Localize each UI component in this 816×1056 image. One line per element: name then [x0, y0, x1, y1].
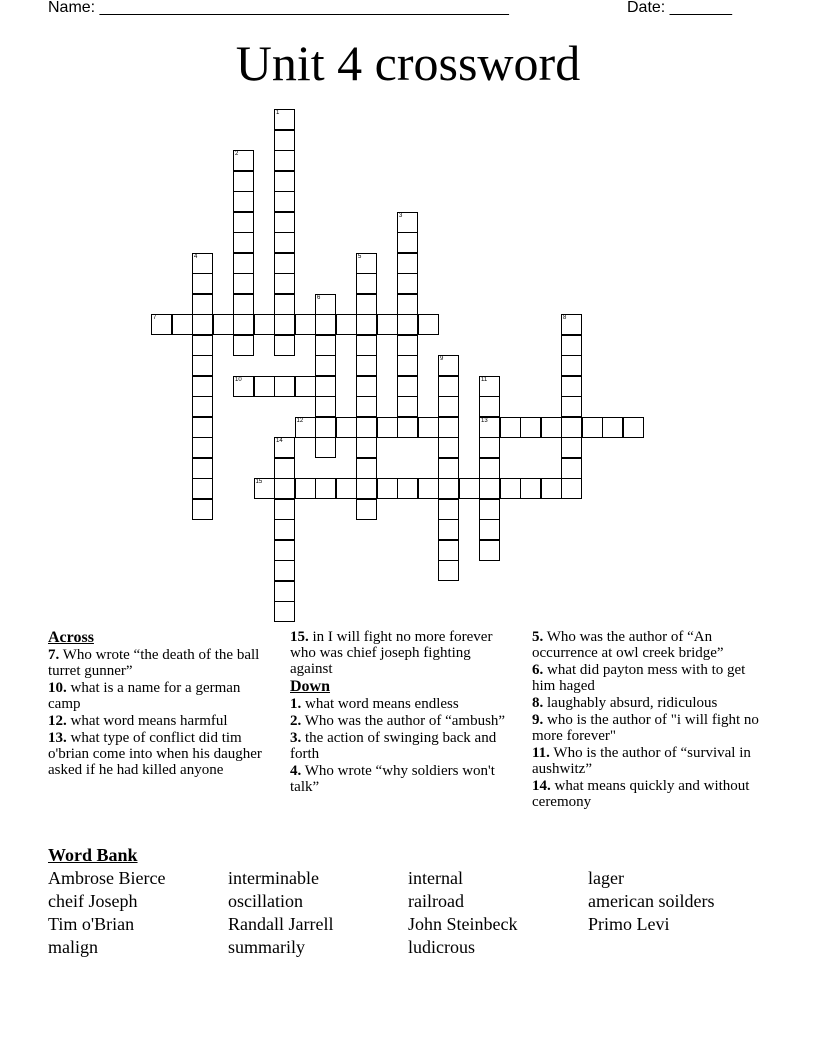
cell-number: 13	[481, 417, 488, 424]
crossword-cell[interactable]	[274, 478, 295, 499]
crossword-cell[interactable]	[233, 212, 254, 233]
crossword-cell[interactable]	[438, 540, 459, 561]
crossword-cell[interactable]	[315, 355, 336, 376]
crossword-cell[interactable]	[213, 314, 234, 335]
crossword-cell[interactable]	[274, 560, 295, 581]
crossword-cell[interactable]	[377, 314, 398, 335]
crossword-cell[interactable]	[397, 376, 418, 397]
word-bank-item: John Steinbeck	[408, 914, 518, 934]
word-bank-item: Tim o'Brian	[48, 914, 135, 934]
crossword-cell[interactable]	[274, 335, 295, 356]
word-bank-item: lager	[588, 868, 624, 888]
crossword-cell[interactable]	[233, 253, 254, 274]
crossword-cell[interactable]	[397, 335, 418, 356]
crossword-cell[interactable]	[315, 294, 336, 315]
crossword-cell[interactable]	[315, 437, 336, 458]
crossword-cell[interactable]	[397, 294, 418, 315]
crossword-cell[interactable]	[315, 396, 336, 417]
clue-text: what word means endless	[301, 696, 459, 712]
crossword-cell[interactable]	[315, 417, 336, 438]
clue-text: Who wrote “why soldiers won't talk”	[290, 763, 495, 795]
clue-number: 3.	[290, 730, 302, 746]
crossword-cell[interactable]	[274, 273, 295, 294]
crossword-cell[interactable]	[192, 458, 213, 479]
clue-number: 7.	[48, 647, 60, 663]
crossword-cell[interactable]	[438, 376, 459, 397]
crossword-cell[interactable]	[418, 478, 439, 499]
word-bank-item: summarily	[228, 937, 305, 957]
crossword-cell[interactable]	[192, 376, 213, 397]
crossword-cell[interactable]	[233, 232, 254, 253]
clue-text: what is a name for a german camp	[48, 680, 241, 712]
cell-number: 8	[563, 315, 567, 321]
crossword-cell[interactable]	[274, 191, 295, 212]
clue-text: Who was the author of “ambush”	[301, 713, 506, 729]
crossword-cell[interactable]	[479, 396, 500, 417]
crossword-cell[interactable]	[192, 273, 213, 294]
crossword-cell[interactable]	[582, 417, 603, 438]
cell-number: 7	[153, 315, 157, 321]
word-bank-item: railroad	[408, 891, 464, 911]
crossword-cell[interactable]	[315, 335, 336, 356]
clue-across-7	[48, 647, 273, 679]
clue-text: the action of swinging back and forth	[290, 730, 497, 762]
crossword-cell[interactable]	[479, 499, 500, 520]
cell-number: 10	[235, 376, 242, 383]
crossword-cell[interactable]	[356, 437, 377, 458]
crossword-cell[interactable]	[561, 355, 582, 376]
word-bank-item: Primo Levi	[588, 914, 670, 934]
crossword-cell[interactable]	[356, 355, 377, 376]
crossword-cell[interactable]	[356, 314, 377, 335]
clue-column-1	[48, 629, 273, 779]
clue-text: what type of conflict did tim o'brian come into when his daugher asked if he had killed anyone	[48, 730, 262, 778]
crossword-cell[interactable]	[315, 478, 336, 499]
crossword-cell[interactable]	[520, 417, 541, 438]
crossword-cell[interactable]	[397, 212, 418, 233]
crossword-cell[interactable]	[274, 499, 295, 520]
crossword-cell[interactable]	[274, 376, 295, 397]
clue-down-11	[532, 745, 767, 777]
crossword-cell[interactable]	[541, 478, 562, 499]
crossword-cell[interactable]	[192, 294, 213, 315]
crossword-cell[interactable]	[479, 376, 500, 397]
clue-text: Who is the author of “survival in aushwitz”	[532, 745, 751, 777]
crossword-cell[interactable]	[233, 171, 254, 192]
clue-text: what word means harmful	[66, 713, 228, 729]
crossword-cell[interactable]	[479, 478, 500, 499]
clue-down-5	[532, 629, 767, 661]
clue-down-3	[290, 730, 515, 762]
crossword-cell[interactable]	[192, 499, 213, 520]
crossword-cell[interactable]	[274, 212, 295, 233]
crossword-cell[interactable]	[233, 314, 254, 335]
cell-number: 6	[317, 294, 321, 301]
clue-across-15	[290, 629, 515, 677]
crossword-cell[interactable]	[397, 417, 418, 438]
clue-number: 8.	[532, 695, 544, 711]
crossword-cell[interactable]	[438, 478, 459, 499]
clue-number: 4.	[290, 763, 302, 779]
crossword-cell[interactable]	[295, 376, 316, 397]
cell-number: 14	[276, 438, 283, 444]
crossword-cell[interactable]	[315, 314, 336, 335]
crossword-cell[interactable]	[254, 376, 275, 397]
crossword-cell[interactable]	[479, 417, 500, 438]
clue-number: 13.	[48, 730, 67, 746]
clue-number: 11.	[532, 745, 550, 761]
crossword-cell[interactable]	[233, 335, 254, 356]
crossword-cell[interactable]	[233, 191, 254, 212]
word-bank-item: ludicrous	[408, 937, 475, 957]
word-bank-item: Randall Jarrell	[228, 914, 334, 934]
crossword-cell[interactable]	[561, 335, 582, 356]
clue-number: 10.	[48, 680, 67, 696]
crossword-cell[interactable]	[377, 417, 398, 438]
cell-number: 5	[358, 253, 362, 260]
clue-number: 15.	[290, 629, 309, 645]
page-title: Unit 4 crossword	[235, 35, 581, 91]
crossword-cell[interactable]	[438, 417, 459, 438]
word-bank-item: internal	[408, 868, 463, 888]
crossword-cell[interactable]	[438, 355, 459, 376]
crossword-cell[interactable]	[438, 396, 459, 417]
clue-number: 5.	[532, 629, 544, 645]
crossword-cell[interactable]	[397, 355, 418, 376]
crossword-cell[interactable]	[274, 437, 295, 458]
clue-down-9	[532, 712, 767, 744]
word-bank-item: american soilders	[588, 891, 715, 911]
down-heading: Down	[290, 678, 331, 695]
clue-number: 12.	[48, 713, 67, 729]
cell-number: 12	[296, 417, 304, 424]
name-field[interactable]: Name: ______________________________________________	[48, 0, 509, 16]
clue-column-3	[532, 629, 767, 811]
crossword-cell[interactable]	[274, 232, 295, 253]
crossword-cell[interactable]	[397, 478, 418, 499]
crossword-cell[interactable]	[397, 314, 418, 335]
crossword-cell[interactable]	[274, 314, 295, 335]
crossword-cell[interactable]	[274, 540, 295, 561]
word-bank-title: Word Bank	[48, 845, 138, 865]
date-field[interactable]: Date: _______	[627, 0, 732, 16]
crossword-cell[interactable]	[295, 417, 316, 438]
crossword-cell[interactable]	[336, 478, 357, 499]
crossword-cell[interactable]	[561, 417, 582, 438]
crossword-cell[interactable]	[336, 417, 357, 438]
crossword-cell[interactable]	[356, 417, 377, 438]
crossword-cell[interactable]	[397, 273, 418, 294]
crossword-cell[interactable]	[356, 335, 377, 356]
crossword-cell[interactable]	[295, 478, 316, 499]
word-bank-item: malign	[48, 937, 98, 957]
crossword-cell[interactable]	[520, 478, 541, 499]
word-bank	[48, 867, 768, 959]
cell-number: 2	[235, 151, 239, 157]
crossword-cell[interactable]	[561, 437, 582, 458]
crossword-cell[interactable]	[151, 314, 172, 335]
crossword-cell[interactable]	[274, 253, 295, 274]
crossword-cell[interactable]	[274, 150, 295, 171]
crossword-cell[interactable]	[233, 273, 254, 294]
crossword-cell[interactable]	[479, 458, 500, 479]
clue-across-12	[48, 713, 273, 729]
word-bank-item: Ambrose Bierce	[48, 868, 166, 888]
crossword-cell[interactable]	[192, 253, 213, 274]
clue-column-2	[290, 629, 515, 796]
crossword-cell[interactable]	[192, 335, 213, 356]
clue-text: Who wrote “the death of the ball turret gunner”	[48, 647, 260, 679]
crossword-cell[interactable]	[274, 601, 295, 622]
crossword-cell[interactable]	[438, 499, 459, 520]
crossword-cell[interactable]	[397, 396, 418, 417]
clue-number: 14.	[532, 778, 551, 794]
cell-number: 9	[440, 356, 444, 362]
crossword-cell[interactable]	[356, 253, 377, 274]
crossword-cell[interactable]	[233, 294, 254, 315]
clue-down-4	[290, 763, 515, 795]
clue-text: who is the author of "i will fight no more forever"	[532, 712, 759, 744]
crossword-cell[interactable]	[500, 417, 521, 438]
crossword-cell[interactable]	[602, 417, 623, 438]
crossword-cell[interactable]	[254, 478, 275, 499]
crossword-cell[interactable]	[438, 458, 459, 479]
crossword-cell[interactable]	[274, 130, 295, 151]
crossword-cell[interactable]	[479, 540, 500, 561]
clue-text: Who was the author of “An occurrence at owl creek bridge”	[532, 629, 724, 661]
crossword-cell[interactable]	[192, 478, 213, 499]
crossword-cell[interactable]	[397, 232, 418, 253]
crossword-cell[interactable]	[274, 109, 295, 130]
crossword-cell[interactable]	[561, 478, 582, 499]
crossword-cell[interactable]	[192, 417, 213, 438]
crossword-cell[interactable]	[479, 519, 500, 540]
crossword-cell[interactable]	[315, 376, 336, 397]
crossword-cell[interactable]	[438, 519, 459, 540]
crossword-cell[interactable]	[459, 478, 480, 499]
clue-across-10	[48, 680, 273, 712]
clue-down-8	[532, 695, 767, 711]
crossword-cell[interactable]	[274, 519, 295, 540]
crossword-cell[interactable]	[356, 478, 377, 499]
word-bank-item: interminable	[228, 868, 319, 888]
crossword-cell[interactable]	[295, 314, 316, 335]
crossword-cell[interactable]	[192, 355, 213, 376]
crossword-cell[interactable]	[418, 417, 439, 438]
crossword-cell[interactable]	[500, 478, 521, 499]
clue-number: 9.	[532, 712, 544, 728]
crossword-cell[interactable]	[356, 273, 377, 294]
cell-number: 4	[194, 253, 198, 260]
crossword-cell[interactable]	[192, 396, 213, 417]
crossword-cell[interactable]	[172, 314, 193, 335]
crossword-cell[interactable]	[192, 437, 213, 458]
crossword-cell[interactable]	[233, 376, 254, 397]
crossword-cell[interactable]	[561, 396, 582, 417]
crossword-cell[interactable]	[254, 314, 275, 335]
crossword-cell[interactable]	[233, 150, 254, 171]
clue-down-2	[290, 713, 515, 729]
clue-down-1	[290, 696, 515, 712]
word-bank-item: cheif Joseph	[48, 891, 138, 911]
crossword-cell[interactable]	[561, 314, 582, 335]
across-heading: Across	[48, 629, 94, 646]
crossword-cell[interactable]	[274, 294, 295, 315]
crossword-cell[interactable]	[438, 560, 459, 581]
clue-across-13	[48, 730, 273, 778]
cell-number: 3	[399, 212, 403, 219]
cell-number: 1	[276, 110, 280, 116]
crossword-cell[interactable]	[274, 458, 295, 479]
clue-number: 2.	[290, 713, 302, 729]
cell-number: 11	[481, 376, 488, 383]
crossword-cell[interactable]	[377, 478, 398, 499]
crossword-cell[interactable]	[479, 437, 500, 458]
clue-number: 6.	[532, 662, 544, 678]
crossword-cell[interactable]	[356, 396, 377, 417]
crossword-cell[interactable]	[356, 376, 377, 397]
crossword-cell[interactable]	[336, 314, 357, 335]
word-bank-item: oscillation	[228, 891, 303, 911]
clue-text: what means quickly and without ceremony	[532, 778, 750, 810]
crossword-cell[interactable]	[438, 437, 459, 458]
clue-text: what did payton mess with to get him haged	[532, 662, 746, 694]
clue-text: in I will fight no more forever who was chief joseph fighting against	[290, 629, 493, 677]
crossword-cell[interactable]	[561, 376, 582, 397]
crossword-cell[interactable]	[541, 417, 562, 438]
crossword-cell[interactable]	[356, 294, 377, 315]
crossword-cell[interactable]	[623, 417, 644, 438]
clue-down-14	[532, 778, 767, 810]
cell-number: 15	[255, 479, 263, 485]
crossword-cell[interactable]	[418, 314, 439, 335]
crossword-cell[interactable]	[561, 458, 582, 479]
crossword-cell[interactable]	[192, 314, 213, 335]
crossword-cell[interactable]	[274, 171, 295, 192]
crossword-cell[interactable]	[356, 458, 377, 479]
clue-down-6	[532, 662, 767, 694]
crossword-cell[interactable]	[356, 499, 377, 520]
crossword-cell[interactable]	[397, 253, 418, 274]
crossword-cell[interactable]	[274, 581, 295, 602]
clue-text: laughably absurd, ridiculous	[543, 695, 718, 711]
clue-number: 1.	[290, 696, 302, 712]
